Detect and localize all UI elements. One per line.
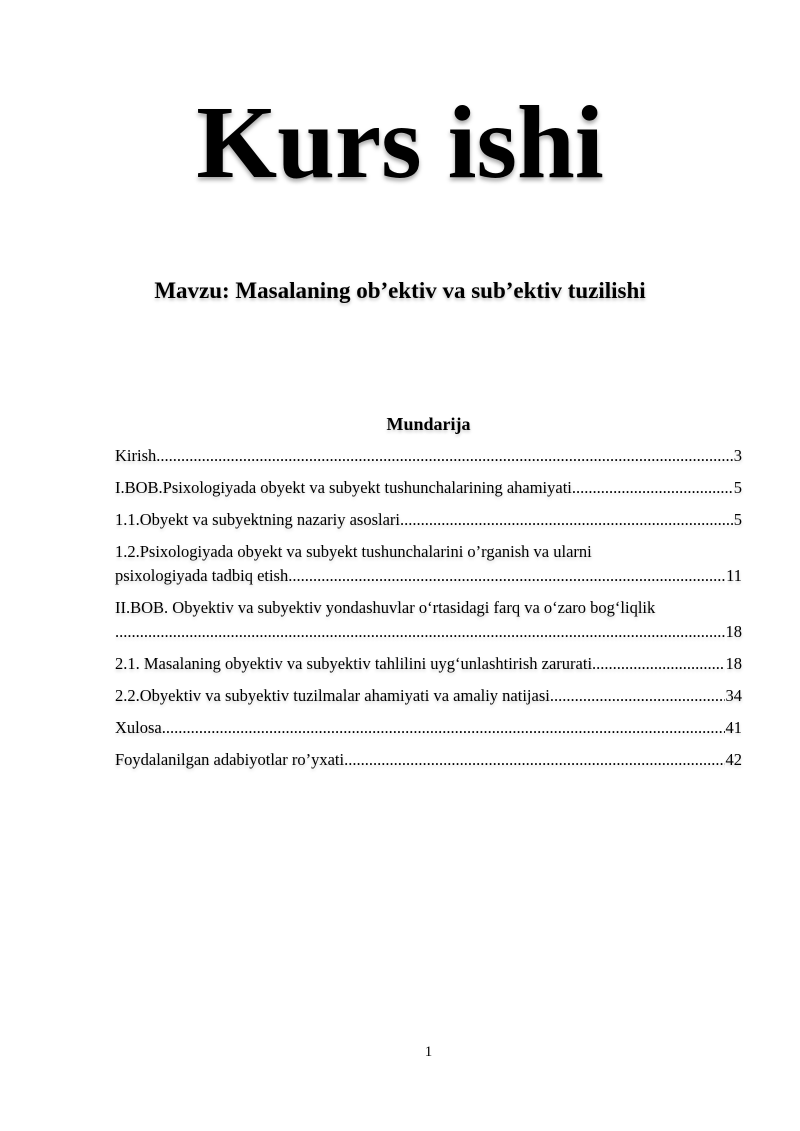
toc-entry-text: psixologiyada tadbiq etish bbox=[115, 566, 289, 585]
toc-dot-leader bbox=[344, 748, 724, 772]
toc-entry-page: 34 bbox=[725, 686, 742, 705]
toc-entry-page: 18 bbox=[725, 622, 742, 641]
table-of-contents bbox=[115, 444, 742, 780]
toc-entry-section-1-2 bbox=[115, 540, 742, 588]
toc-entry-text: Xulosa bbox=[115, 718, 162, 737]
toc-dot-leader bbox=[162, 716, 725, 740]
toc-entry-text-line1: 1.2.Psixologiyada obyekt va subyekt tushunchalarini o’rganish va ularni bbox=[115, 542, 592, 561]
toc-entry-chapter-2 bbox=[115, 596, 742, 644]
toc-entry-page: 18 bbox=[725, 654, 742, 673]
toc-entry-page: 11 bbox=[726, 566, 742, 585]
toc-entry-page: 3 bbox=[733, 446, 742, 465]
document-topic: Mavzu: Masalaning ob’ektiv va sub’ektiv tuzilishi bbox=[154, 278, 646, 303]
page-number: 1 bbox=[424, 1044, 433, 1060]
toc-entry-chapter-1 bbox=[115, 476, 742, 500]
toc-entry-text: 2.2.Obyektiv va subyektiv tuzilmalar ahamiyati va amaliy natijasi bbox=[115, 686, 550, 705]
toc-dot-leader bbox=[156, 444, 733, 468]
toc-entry-text: Kirish bbox=[115, 446, 157, 465]
toc-entry-text: 1.1.Obyekt va subyektning nazariy asoslari bbox=[115, 510, 401, 529]
toc-entry-references bbox=[115, 748, 742, 772]
toc-dot-leader bbox=[288, 564, 725, 588]
toc-dot-leader bbox=[115, 620, 725, 644]
toc-dot-leader bbox=[592, 652, 724, 676]
toc-entry-section-2-1 bbox=[115, 652, 742, 676]
toc-heading: Mundarija bbox=[386, 414, 471, 434]
toc-dot-leader bbox=[550, 684, 725, 708]
toc-entry-text: 2.1. Masalaning obyektiv va subyektiv tahlilini uygʻunlashtirish zarurati bbox=[115, 654, 593, 673]
toc-entry-section-2-2 bbox=[115, 684, 742, 708]
toc-entry-text-line1: II.BOB. Obyektiv va subyektiv yondashuvlar oʻrtasidagi farq va oʻzaro bogʻliqlik bbox=[115, 598, 656, 617]
toc-entry-section-1-1 bbox=[115, 508, 742, 532]
toc-entry-text: Foydalanilgan adabiyotlar ro’yxati bbox=[115, 750, 345, 769]
toc-dot-leader bbox=[572, 476, 733, 500]
toc-entry-text: I.BOB.Psixologiyada obyekt va subyekt tushunchalarining ahamiyati bbox=[115, 478, 572, 497]
toc-entry-page: 5 bbox=[733, 510, 742, 529]
toc-entry-page: 5 bbox=[733, 478, 742, 497]
toc-entry-page: 42 bbox=[725, 750, 742, 769]
toc-entry-kirish bbox=[115, 444, 742, 468]
toc-entry-xulosa bbox=[115, 716, 742, 740]
toc-dot-leader bbox=[400, 508, 733, 532]
document-title: Kurs ishi bbox=[196, 85, 604, 200]
toc-entry-page: 41 bbox=[725, 718, 742, 737]
